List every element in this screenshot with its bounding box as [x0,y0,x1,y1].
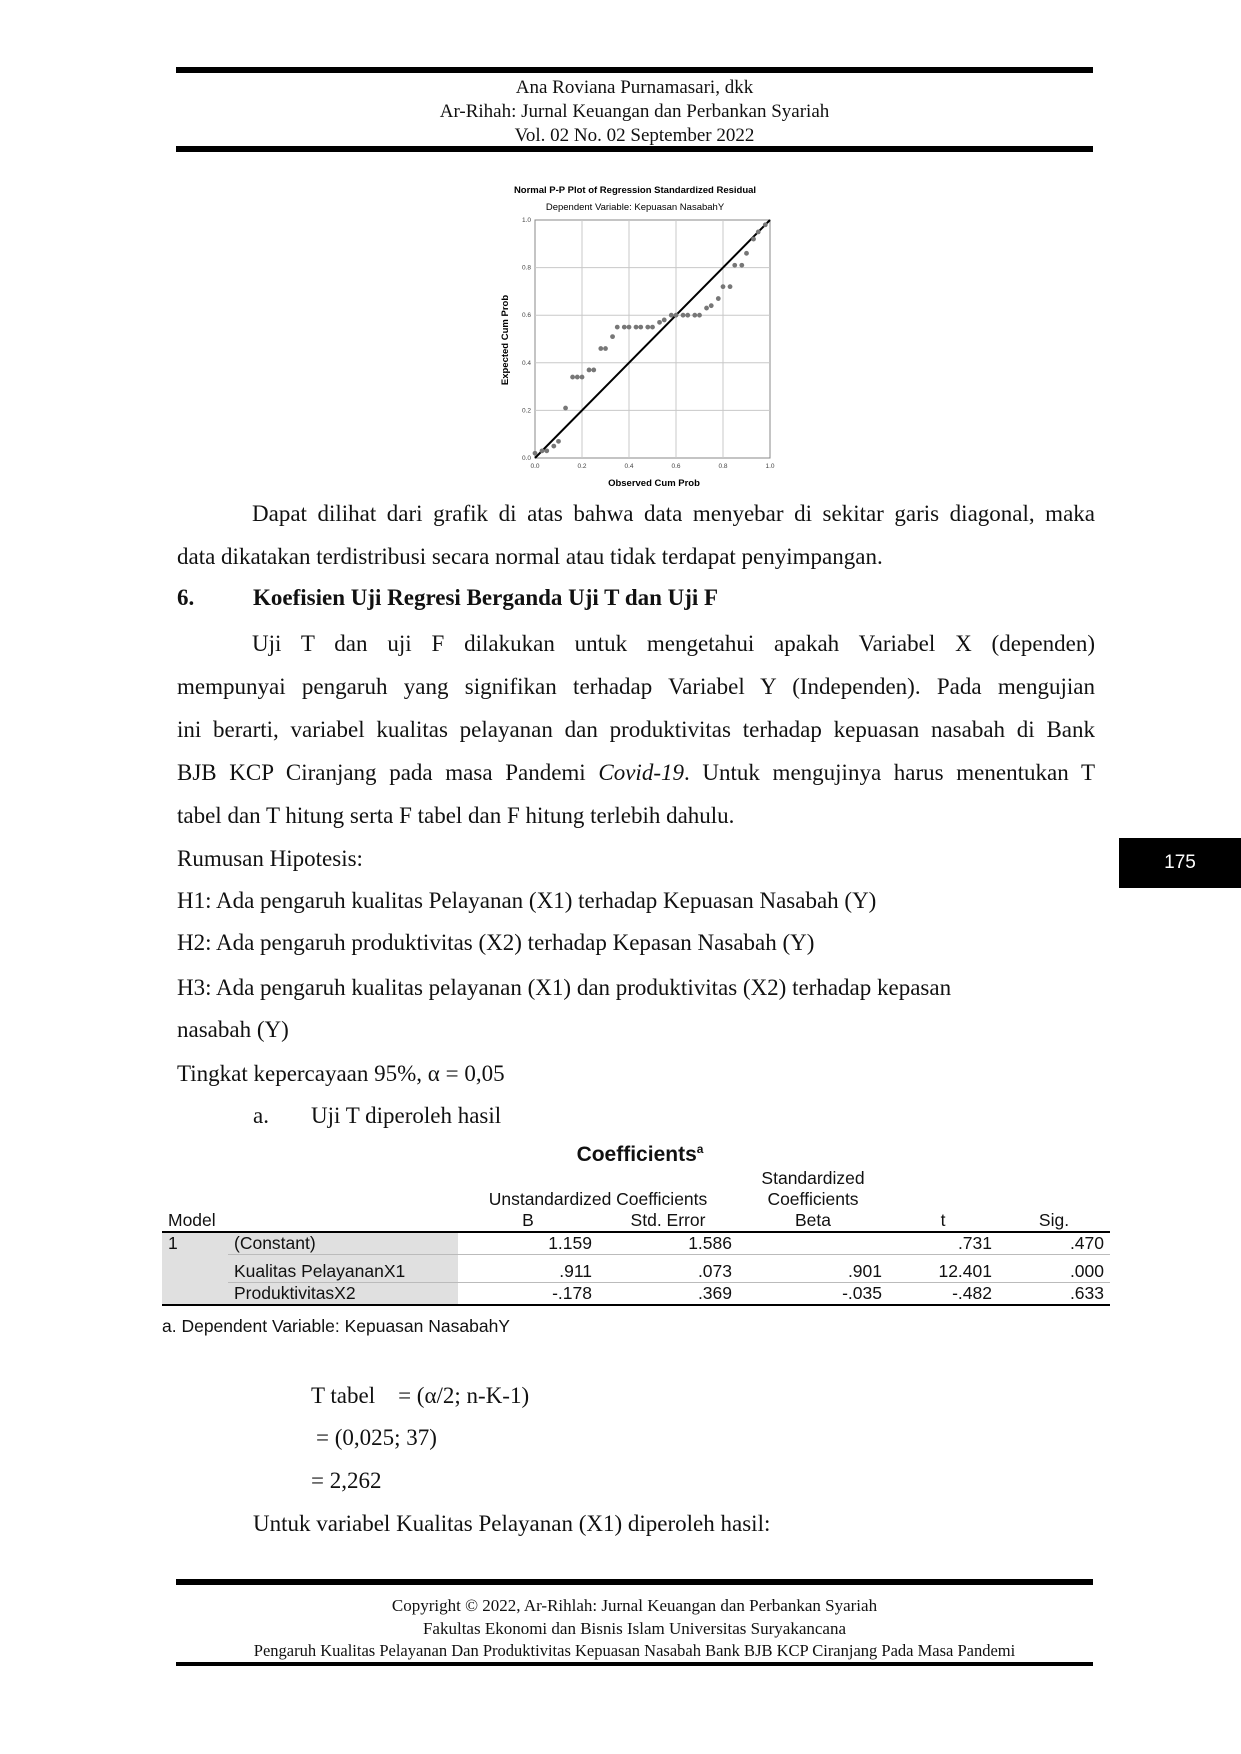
paragraph-line: data dikatakan terdistribusi secara normal atau tidak terdapat penyimpangan. [177,544,883,569]
data-point [575,375,580,380]
table-header-row [162,1210,1110,1232]
paragraph-line: ini berarti, variabel kualitas pelayanan dan produktivitas terhadap kepuasan nasabah di Bank [177,717,1095,742]
table-title [160,1142,1120,1167]
cell-se: .369 [697,1283,732,1303]
data-point [732,263,737,268]
data-point [563,406,568,411]
header-unstandardized: Unstandardized Coefficients [488,1189,708,1209]
y-tick-label: 1.0 [521,217,531,224]
section-number: 6. [177,585,195,610]
data-point [622,325,627,330]
header-author: Ana Roviana Purnamasari, dkk [515,77,754,98]
plot-area [522,217,775,470]
data-point [591,368,596,373]
table-header-row [162,1168,1110,1189]
x-tick-label: 0.6 [671,463,681,470]
row-name: ProduktivitasX2 [228,1283,458,1306]
header-coefficients: Coefficients [767,1189,859,1209]
table-row [162,1283,1110,1306]
paragraph-line: mempunyai pengaruh yang signifikan terhadap Variabel Y (Independen). Pada mengujian [177,674,1095,699]
data-point [638,325,643,330]
cell-b: 1.159 [548,1233,592,1253]
data-point [540,448,545,453]
page-number-tab: 175 [1119,838,1241,888]
model-number: 1 [162,1232,228,1305]
t-tabel-result: = 2,262 [311,1468,382,1493]
t-tabel-values: = (0,025; 37) [316,1425,437,1450]
data-point [615,325,620,330]
data-point [551,444,556,449]
cell-b: -.178 [552,1283,592,1303]
x-tick-label: 1.0 [765,463,775,470]
data-point [721,284,726,289]
paragraph-line [177,751,1095,794]
y-tick-label: 0.8 [521,264,531,272]
footer-article-title: Pengaruh Kualitas Pelayanan Dan Produktivitas Kepuasan Nasabah Bank BJB KCP Ciranjang Pada Masa Pandemi [253,1641,1016,1660]
data-point [728,284,733,289]
data-point [634,325,639,330]
table-title-sup: a [696,1142,704,1156]
row-name: (Constant) [228,1232,458,1255]
cell-t: 12.401 [938,1261,992,1281]
paragraph-uji-t-f [177,622,1095,837]
cell-beta: -.035 [842,1283,882,1303]
confidence-level: Tingkat kepercayaan 95%, α = 0,05 [177,1061,505,1086]
t-tabel-formula: T tabel = (α/2; n-K-1) [311,1383,530,1408]
table-note: a. Dependent Variable: Kepuasan NasabahY [162,1316,510,1336]
x-tick-label: 0.4 [624,463,634,470]
chart-subtitle: Dependent Variable: Kepuasan NasabahY [545,202,725,213]
cell-sig: .000 [1069,1261,1104,1281]
data-point [598,346,603,351]
x-tick-label: 0.2 [577,463,587,470]
cell-sig: .633 [1069,1283,1104,1303]
paragraph-line: tabel dan T hitung serta F tabel dan F hitung terlebih dahulu. [177,803,735,828]
data-point [627,325,632,330]
pp-plot-chart [490,180,790,490]
header-bottom-rule [176,146,1093,152]
footer-faculty: Fakultas Ekonomi dan Bisnis Islam Universitas Suryakancana [422,1619,847,1638]
hypothesis-h2: H2: Ada pengaruh produktivitas (X2) terhadap Kepasan Nasabah (Y) [177,930,815,955]
y-tick-label: 0.6 [521,312,531,320]
data-point [763,222,768,227]
data-point [570,375,575,380]
header-journal: Ar-Rihah: Jurnal Keuangan dan Perbankan Syariah [439,101,830,122]
cell-se: 1.586 [688,1233,732,1253]
hypothesis-h3-cont: nasabah (Y) [177,1017,289,1042]
data-point [669,313,674,318]
data-point [662,318,667,323]
data-point [657,320,662,325]
data-point [603,346,608,351]
data-point [580,375,585,380]
text-segment: . Untuk mengujinya harus menentukan T [683,760,1095,785]
header-sig: Sig. [1038,1210,1070,1230]
data-point [739,263,744,268]
sub-a-label: a. [253,1103,269,1128]
data-point [697,313,702,318]
footer-copyright: Copyright © 2022, Ar-Rihlah: Jurnal Keuangan dan Perbankan Syariah [391,1596,878,1615]
hypothesis-title: Rumusan Hipotesis: [177,846,363,871]
cell-sig: .470 [1069,1233,1104,1253]
sub-a-text: Uji T diperoleh hasil [311,1103,502,1128]
paragraph-line: Uji T dan uji F dilakukan untuk mengetahui apakah Variabel X (dependen) [252,631,1095,656]
y-tick-label: 0.0 [521,455,531,462]
x1-result-intro: Untuk variabel Kualitas Pelayanan (X1) diperoleh hasil: [253,1511,771,1536]
y-tick-label: 0.4 [521,359,531,367]
header-top-rule [176,67,1093,73]
table-row [162,1232,1110,1255]
data-point [685,313,690,318]
chart-ylabel: Expected Cum Prob [500,294,511,386]
cell-t: .731 [957,1233,992,1253]
data-point [756,230,761,235]
chart-xlabel: Observed Cum Prob [608,478,700,489]
data-point [587,368,592,373]
data-point [645,325,650,330]
data-point [704,306,709,311]
data-point [533,451,538,456]
data-point [556,439,561,444]
italic-term: Covid-19 [598,760,684,785]
paragraph-conclusion [177,492,1095,578]
cell-beta: .901 [847,1261,882,1281]
data-point [674,313,679,318]
data-point [716,296,721,301]
header-model: Model [168,1210,216,1230]
footer-top-rule [176,1579,1093,1585]
x-tick-label: 0.0 [530,463,540,470]
hypothesis-h1: H1: Ada pengaruh kualitas Pelayanan (X1) terhadap Kepuasan Nasabah (Y) [177,888,877,913]
y-tick-label: 0.2 [521,407,531,415]
data-point [650,325,655,330]
header-standardized: Standardized [761,1168,865,1188]
table-header-row [162,1189,1110,1210]
section-title: Koefisien Uji Regresi Berganda Uji T dan Uji F [253,585,719,610]
header-volume: Vol. 02 No. 02 September 2022 [514,125,755,146]
chart-title: Normal P-P Plot of Regression Standardized Residual [513,185,757,196]
cell-b: .911 [559,1261,592,1281]
header-b: B [522,1210,534,1230]
header-std-error: Std. Error [630,1210,706,1230]
text-segment: BJB KCP Ciranjang pada masa Pandemi [177,760,599,785]
table-title-text: Coefficients [576,1143,697,1166]
data-point [692,313,697,318]
data-point [681,313,686,318]
cell-t: -.482 [952,1283,992,1303]
data-point [610,334,615,339]
header-beta: Beta [795,1210,831,1230]
paragraph-line: Dapat dilihat dari grafik di atas bahwa data menyebar di sekitar garis diagonal, maka [252,501,1095,526]
table-row [162,1255,1110,1283]
data-point [751,237,756,242]
coefficients-table [162,1168,1110,1306]
row-name: Kualitas PelayananX1 [228,1255,458,1283]
data-point [709,303,714,308]
x-tick-label: 0.8 [718,463,728,470]
footer-bottom-rule [176,1662,1093,1666]
data-point [544,448,549,453]
cell-beta [738,1232,888,1255]
hypothesis-h3: H3: Ada pengaruh kualitas pelayanan (X1) dan produktivitas (X2) terhadap kepasan [177,975,952,1000]
data-point [744,251,749,256]
cell-se: .073 [697,1261,732,1281]
header-t: t [940,1210,946,1230]
